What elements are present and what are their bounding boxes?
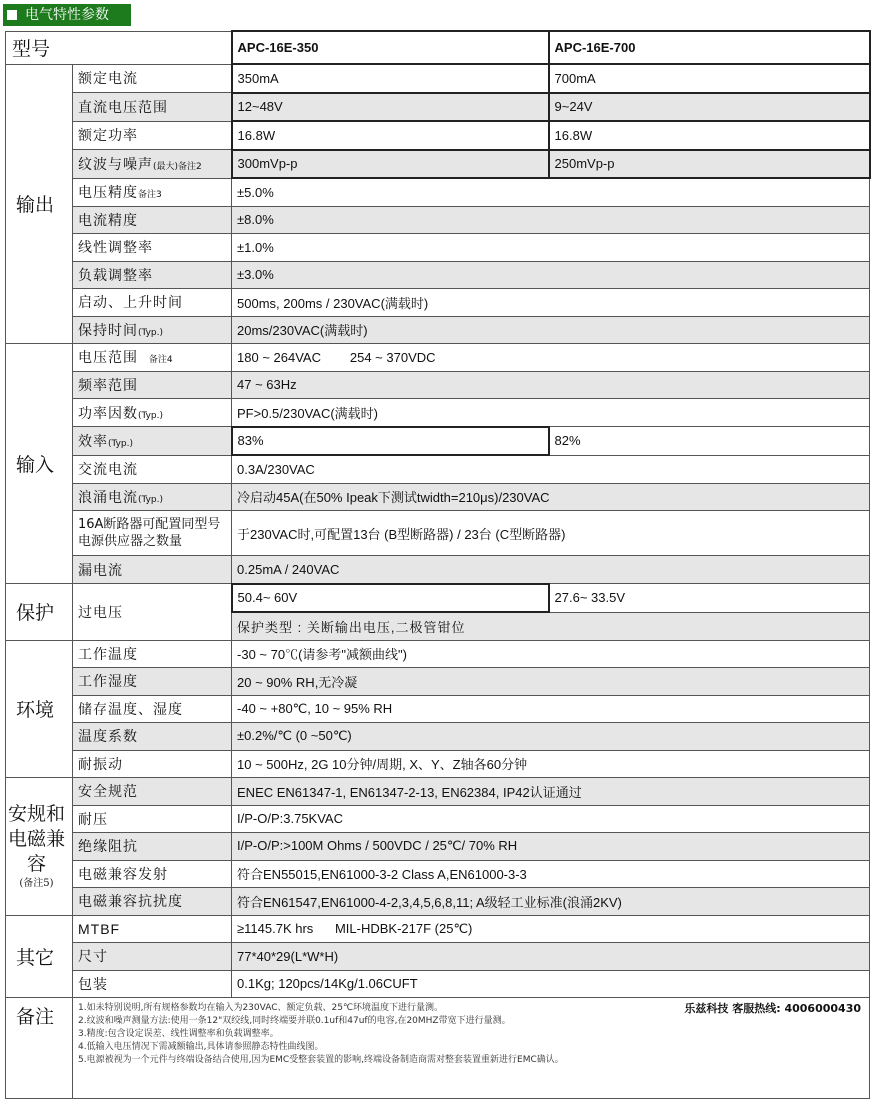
model-1: APC-16E-350 [232,31,549,64]
param-label [73,344,232,372]
group-output: 输出 [6,64,73,344]
param-label: 温度系数 [73,723,232,751]
table-row [6,399,870,427]
param-label: 安全规范 [73,778,232,806]
param-value: 0.25mA / 240VAC [232,556,870,584]
group-safety [6,778,73,916]
model-2: APC-16E-700 [549,31,870,64]
param-label: 工作湿度 [73,668,232,696]
param-value: 82% [549,427,870,456]
table-row [6,640,870,668]
notes-content [73,998,870,1099]
param-label: 漏电流 [73,556,232,584]
param-value: 16.8W [549,121,870,150]
note-line: 4.低输入电压情况下需减额输出,具体请参照静态特性曲线图。 [78,1042,324,1052]
table-row [6,833,870,861]
group-others: 其它 [6,915,73,998]
param-value: 50.4~ 60V [232,584,549,613]
param-label: MTBF [73,915,232,943]
param-value: 300mVp-p [232,150,549,179]
param-value: 47 ~ 63Hz [232,371,870,399]
group-input: 输入 [6,344,73,584]
param-label: 直流电压范围 [73,93,232,122]
param-value: -40 ~ +80℃, 10 ~ 95% RH [232,695,870,723]
param-label: 过电压 [73,584,232,641]
param-value: 20 ~ 90% RH,无冷凝 [232,668,870,696]
param-value: 350mA [232,64,549,93]
table-row [6,316,870,344]
group-safety-text: 安规和电磁兼容 [7,802,65,875]
param-label: 频率范围 [73,371,232,399]
param-value: I/P-O/P:>100M Ohms / 500VDC / 25℃/ 70% RH [232,833,870,861]
param-label-note: (Typ.) [138,410,164,421]
param-value: 77*40*29(L*W*H) [232,943,870,971]
param-label: 负载调整率 [73,261,232,289]
param-label-text: 功率因数 [78,405,138,422]
param-value: 冷启动45A(在50% Ipeak下测试twidth=210μs)/230VAC [232,483,870,511]
param-value: 0.1Kg; 120pcs/14Kg/1.06CUFT [232,970,870,998]
note-line: 2.纹波和噪声测量方法:使用一条12"双绞线,同时终端要并联0.1uf和47uf的电容,在20MHZ带宽下进行量测。 [78,1016,511,1026]
param-label-text: 保持时间 [78,322,138,339]
table-row [6,121,870,150]
table-row [6,150,870,179]
param-label: 额定电流 [73,64,232,93]
note-line: 5.电源被视为一个元件与终端设备结合使用,因为EMC受整套装置的影响,终端设备制造商需对整套装置重新进行EMC确认。 [78,1055,564,1065]
param-label: 耐振动 [73,750,232,778]
param-value: 16.8W [232,121,549,150]
table-row [6,234,870,262]
param-label: 绝缘阻抗 [73,833,232,861]
param-label: 线性调整率 [73,234,232,262]
param-value: 180 ~ 264VAC 254 ~ 370VDC [232,344,870,372]
table-row [6,860,870,888]
table-row [6,723,870,751]
group-notes: 备注 [6,998,73,1099]
table-row [6,344,870,372]
table-row [6,584,870,613]
param-label: 电磁兼容发射 [73,860,232,888]
square-icon [7,10,17,20]
param-label-text: 纹波与噪声 [78,156,153,173]
model-label: 型号 [6,31,232,64]
param-label: 耐压 [73,805,232,833]
table-row [6,427,870,456]
param-value: 700mA [549,64,870,93]
param-value: 27.6~ 33.5V [549,584,870,613]
param-label [73,427,232,456]
param-value: 20ms/230VAC(满载时) [232,316,870,344]
group-safety-note: (备注5) [19,877,54,889]
param-value: 于230VAC时,可配置13台 (B型断路器) / 23台 (C型断路器) [232,511,870,556]
param-value: 12~48V [232,93,549,122]
param-value: ±8.0% [232,206,870,234]
table-row [6,556,870,584]
param-label-note: (Typ.) [138,327,164,338]
param-label-text: 效率 [78,433,108,450]
param-label: 包装 [73,970,232,998]
table-row [6,483,870,511]
table-row [6,750,870,778]
table-row [6,915,870,943]
param-value: ±3.0% [232,261,870,289]
param-label: 交流电流 [73,455,232,483]
param-value: I/P-O/P:3.75KVAC [232,805,870,833]
param-label: 16A断路器可配置同型号电源供应器之数量 [73,511,232,556]
section-title-text: 电气特性参数 [25,7,109,23]
param-value: 符合EN61547,EN61000-4-2,3,4,5,6,8,11; A级轻工业标准(浪涌2KV) [232,888,870,916]
note-line: 3.精度:包含设定误差、线性调整率和负载调整率。 [78,1029,279,1039]
group-environment: 环境 [6,640,73,778]
param-value: ±5.0% [232,178,870,206]
param-value: 保护类型 : 关断输出电压,二极管钳位 [232,612,870,640]
param-value: 0.3A/230VAC [232,455,870,483]
note-line: 1.如未特别说明,所有规格参数均在输入为230VAC、额定负载、25℃环境温度下进行量测。 [78,1003,444,1013]
table-row [6,371,870,399]
param-label: 额定功率 [73,121,232,150]
param-label-note: 备注4 [148,355,173,366]
param-label-note: (Typ.) [108,438,134,449]
param-value: -30 ~ 70℃(请参考"减额曲线") [232,640,870,668]
table-row [6,943,870,971]
table-row [6,805,870,833]
param-label-note: (最大)备注2 [153,161,202,172]
param-label [73,150,232,179]
param-label-text: 电压精度 [78,185,138,201]
spec-table [5,30,871,1099]
param-value: 符合EN55015,EN61000-3-2 Class A,EN61000-3-3 [232,860,870,888]
param-value: 500ms, 200ms / 230VAC(满载时) [232,289,870,317]
param-label: 储存温度、湿度 [73,695,232,723]
param-label: 启动、上升时间 [73,289,232,317]
model-row [6,31,870,64]
param-label-note: 备注3 [138,190,162,200]
param-value: PF>0.5/230VAC(满载时) [232,399,870,427]
table-row [6,178,870,206]
param-label-note: (Typ.) [138,494,164,505]
param-value: ≥1145.7K hrs MIL-HDBK-217F (25℃) [232,915,870,943]
hotline: 乐兹科技 客服热线: 4006000430 [684,1002,862,1015]
section-title [3,4,131,26]
param-value: 10 ~ 500Hz, 2G 10分钟/周期, X、Y、Z轴各60分钟 [232,750,870,778]
notes-row [6,998,870,1099]
table-row [6,888,870,916]
table-row [6,511,870,556]
param-value: 9~24V [549,93,870,122]
param-value: 250mVp-p [549,150,870,179]
param-label: 工作温度 [73,640,232,668]
param-label [73,316,232,344]
table-row [6,970,870,998]
param-label [73,399,232,427]
param-label: 尺寸 [73,943,232,971]
table-row [6,289,870,317]
param-value: ENEC EN61347-1, EN61347-2-13, EN62384, IP42认证通过 [232,778,870,806]
param-label-text: 电压范围 [78,350,138,367]
table-row [6,93,870,122]
param-value: ±0.2%/℃ (0 ~50℃) [232,723,870,751]
param-label: 电流精度 [73,206,232,234]
table-row [6,455,870,483]
param-value: 83% [232,427,549,456]
table-row [6,668,870,696]
table-row [6,64,870,93]
group-protection: 保护 [6,584,73,641]
table-row [6,261,870,289]
param-label: 电磁兼容抗扰度 [73,888,232,916]
table-row [6,695,870,723]
table-row [6,206,870,234]
table-row [6,778,870,806]
param-label [73,178,232,206]
param-label [73,483,232,511]
param-label-text: 浪涌电流 [78,489,138,506]
param-value: ±1.0% [232,234,870,262]
